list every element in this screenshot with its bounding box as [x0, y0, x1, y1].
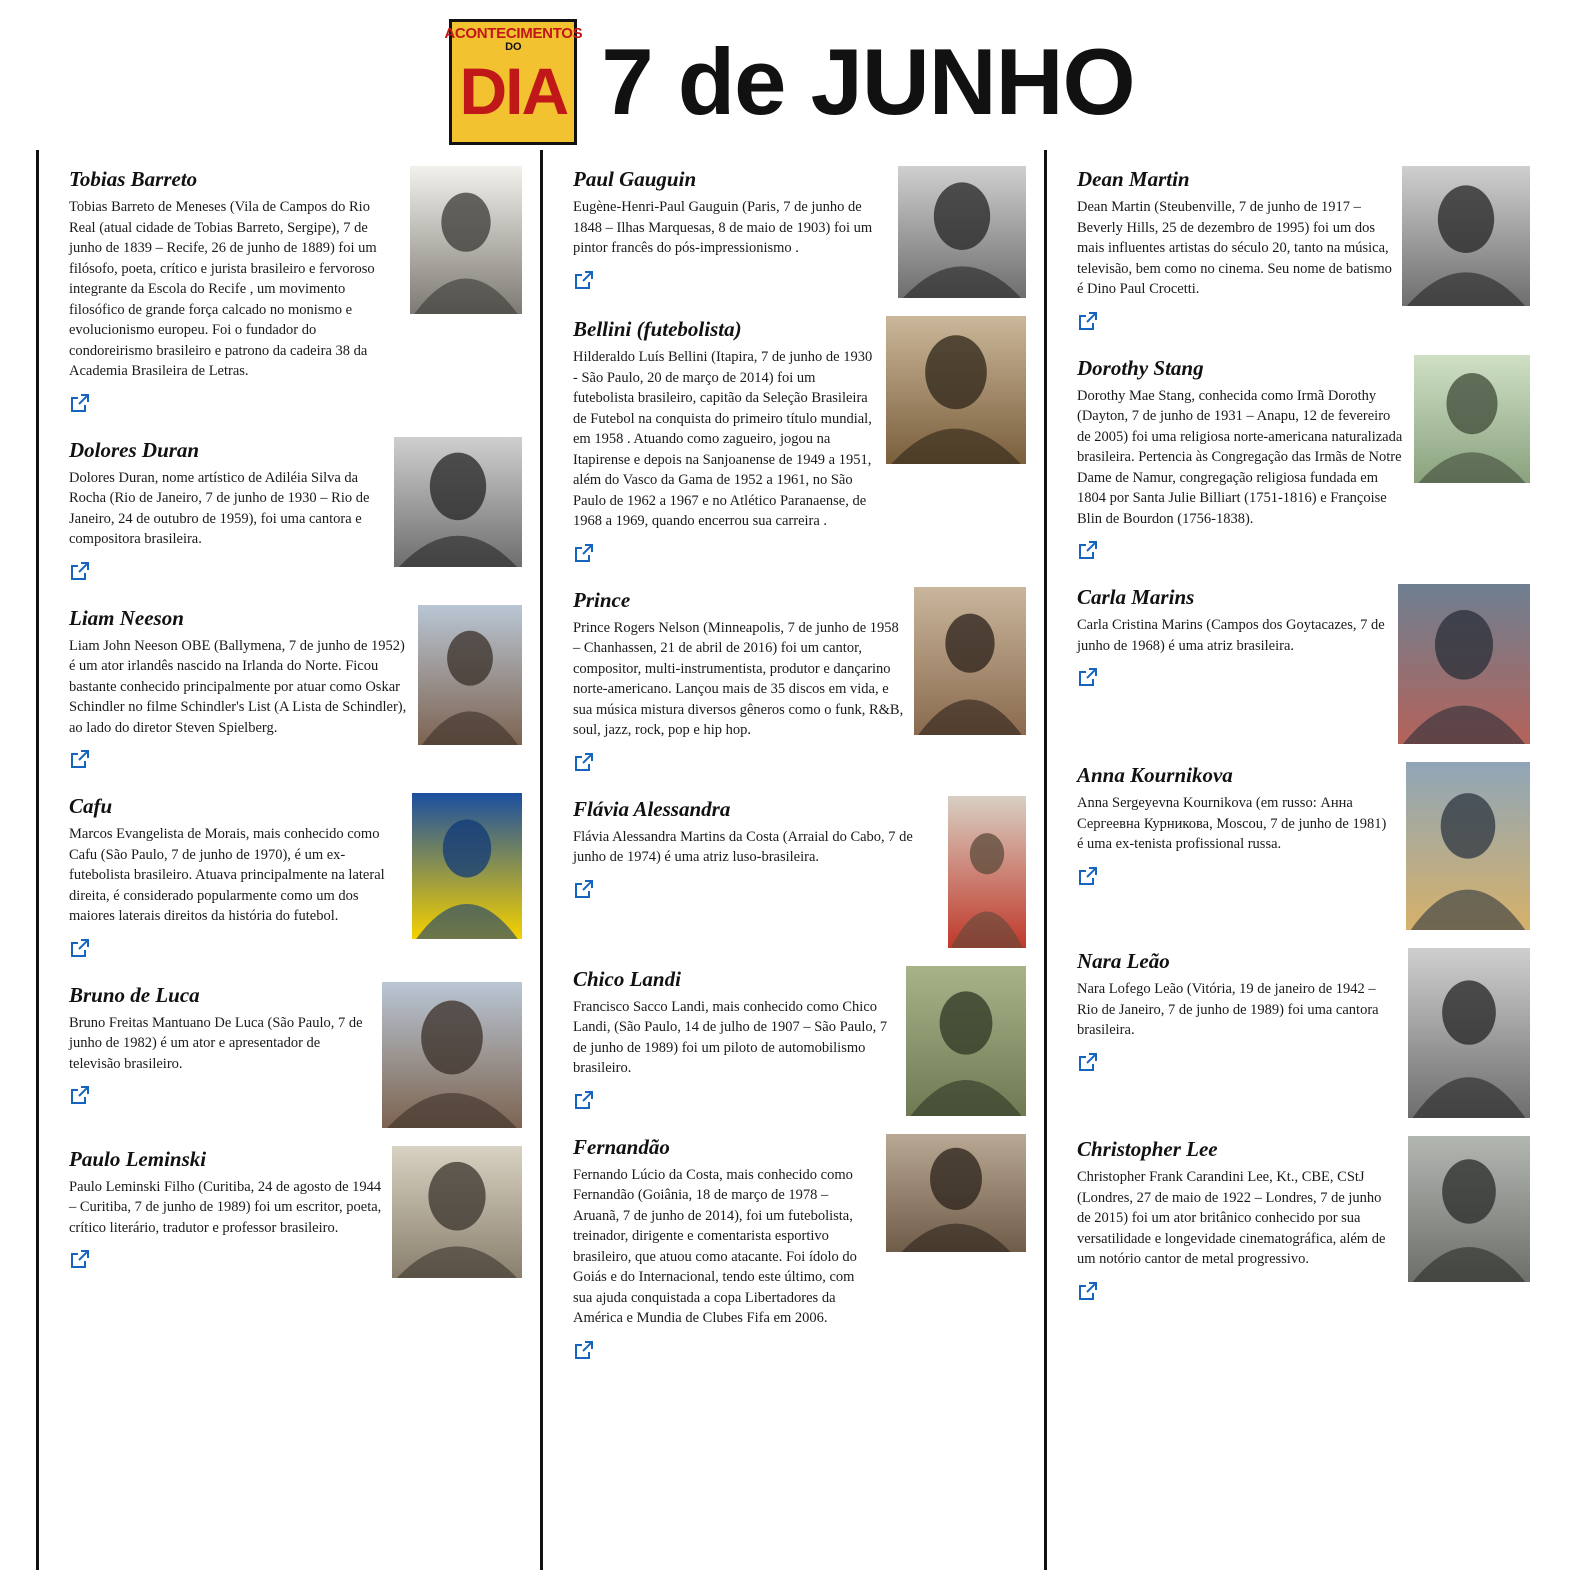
entry-text-block	[573, 1134, 886, 1366]
portrait-flavia-alessandra	[948, 796, 1026, 948]
portrait-fernandao	[886, 1134, 1026, 1252]
external-link-icon[interactable]	[1077, 1051, 1099, 1073]
entry-description: Francisco Sacco Landi, mais conhecido como Chico Landi, (São Paulo, 14 de julho de 1907 – São Paulo, 7 de junho de 1989) foi um piloto de automobilismo brasileiro.	[573, 998, 888, 1076]
entry-text-block	[573, 166, 898, 296]
content-column-3	[1044, 150, 1548, 1570]
entry-description: Paulo Leminski Filho (Curitiba, 24 de agosto de 1944 – Curitiba, 7 de junho de 1989) foi um escritor, poeta, crítico literário, tradutor e professor brasileiro.	[69, 1178, 382, 1236]
entry-card	[573, 587, 1026, 778]
entry-text-block	[69, 166, 410, 419]
entry-text-block	[573, 587, 914, 778]
portrait-chico-landi	[906, 966, 1026, 1116]
entry-description: Eugène-Henri-Paul Gauguin (Paris, 7 de junho de 1848 – Ilhas Marquesas, 8 de maio de 1903) foi um pintor francês do pós-impressionismo .	[573, 199, 873, 256]
entry-card	[69, 1146, 522, 1278]
external-link-icon[interactable]	[573, 1339, 595, 1361]
entry-card	[573, 316, 1026, 569]
external-link-icon[interactable]	[1077, 865, 1099, 887]
entry-description: Dolores Duran, nome artístico de Adiléia Silva da Rocha (Rio de Janeiro, 7 de junho de 1930 – Rio de Janeiro, 24 de outubro de 1959), foi uma cantora e compositora brasileira.	[69, 469, 370, 547]
portrait-bruno-de-luca	[382, 982, 522, 1128]
external-link-icon[interactable]	[1077, 666, 1099, 688]
content-column-1	[36, 150, 540, 1570]
external-link-icon[interactable]	[69, 1084, 91, 1106]
portrait-carla-marins	[1398, 584, 1530, 744]
content-column-2	[540, 150, 1044, 1570]
entry-name: Cafu	[69, 794, 113, 818]
entry-card	[69, 793, 522, 964]
entry-card	[1077, 762, 1530, 930]
external-link-icon[interactable]	[1077, 539, 1099, 561]
external-link-icon[interactable]	[573, 542, 595, 564]
external-link-icon[interactable]	[69, 392, 91, 414]
entry-card	[1077, 584, 1530, 744]
entry-description: Prince Rogers Nelson (Minneapolis, 7 de junho de 1958 – Chanhassen, 21 de abril de 2016) foi um cantor, compositor, multi-instrumentista, produtor e dançarino norte-americano. Lançou mais de 35 discos em vida, e sua música mistura diversos gêneros como o funk, R&B, soul, jazz, rock, pop e hip hop.	[573, 619, 904, 738]
entry-name: Prince	[573, 587, 631, 612]
entry-text-block	[1077, 166, 1402, 337]
entry-name: Flávia Alessandra	[573, 796, 731, 821]
entry-name: Bellini (futebolista)	[573, 317, 742, 341]
entry-text-block	[1077, 584, 1398, 693]
entry-name: Tobias Barreto	[69, 167, 198, 191]
entry-name: Chico Landi	[573, 966, 681, 991]
portrait-anna-kournikova	[1406, 762, 1530, 930]
entry-card	[69, 437, 522, 587]
external-link-icon[interactable]	[1077, 1280, 1099, 1302]
logo-main-text: DIA	[459, 54, 568, 128]
entry-description: Dean Martin (Steubenville, 7 de junho de 1917 – Beverly Hills, 25 de dezembro de 1995) foi um dos mais influentes artistas do século 20, tanto na música, televisão, bem como no cinema. Seu nome de batismo é Dino Paul Crocetti.	[1077, 199, 1392, 297]
entry-description: Nara Lofego Leão (Vitória, 19 de janeiro de 1942 – Rio de Janeiro, 7 de junho de 1989) foi uma cantora brasileira.	[1077, 981, 1379, 1038]
entry-card	[1077, 948, 1530, 1118]
entry-card	[69, 982, 522, 1128]
entry-card	[573, 966, 1026, 1116]
entry-text-block	[1077, 948, 1408, 1078]
portrait-christopher-lee	[1408, 1136, 1530, 1282]
portrait-tobias-barreto	[410, 166, 522, 314]
logo-top-text: ACONTECIMENTOS	[444, 25, 583, 42]
entry-description: Tobias Barreto de Meneses (Vila de Campos do Rio Real (atual cidade de Tobias Barreto, Sergipe), 7 de junho de 1839 – Recife, 26 de junho de 1889) foi um filósofo, poeta, crítico e jurista brasileiro e fervoroso integrante da Escola do Recife , um movimento filosófico de grande força calcado no monismo e evolucionismo europeu. Foi o fundador do condoreirismo brasileiro e patrono da cadeira 38 da Academia Brasileira de Letras.	[69, 199, 377, 379]
portrait-dolores-duran	[394, 437, 522, 567]
external-link-icon[interactable]	[69, 560, 91, 582]
entry-description: Dorothy Mae Stang, conhecida como Irmã Dorothy (Dayton, 7 de junho de 1931 – Anapu, 12 de fevereiro de 2005) foi uma religiosa norte-americana naturalizada brasileira. Pertencia às Congregação das Irmãs de Notre Dame de Namur, congregação religiosa fundada em 1804 por Santa Julie Billiart (1751-1816) e Françoise Blin de Bourdon (1756-1838).	[1077, 387, 1403, 527]
entry-card	[573, 1134, 1026, 1366]
entry-name: Nara Leão	[1077, 949, 1170, 973]
content-columns	[0, 150, 1584, 1570]
entry-name: Christopher Lee	[1077, 1137, 1218, 1161]
entry-text-block	[69, 605, 418, 776]
portrait-bellini	[886, 316, 1026, 464]
page-header	[0, 0, 1584, 150]
portrait-paulo-leminski	[392, 1146, 522, 1278]
entry-text-block	[69, 982, 382, 1112]
entry-name: Bruno de Luca	[69, 982, 200, 1007]
entry-description: Liam John Neeson OBE (Ballymena, 7 de junho de 1952) é um ator irlandês nascido na Irlanda do Norte. Ficou bastante conhecido principalmente por atuar como Oskar Schindler no filme Schindler's List (A Lista de Schindler), ao lado do diretor Steven Spielberg.	[69, 637, 407, 736]
portrait-paul-gauguin	[898, 166, 1026, 298]
entry-name: Dean Martin	[1077, 167, 1190, 191]
portrait-cafu	[412, 793, 522, 939]
entry-text-block	[573, 316, 886, 569]
entry-description: Flávia Alessandra Martins da Costa (Arraial do Cabo, 7 de junho de 1974) é uma atriz luso-brasileira.	[573, 828, 913, 865]
portrait-dorothy-stang	[1414, 355, 1530, 483]
entry-name: Liam Neeson	[69, 605, 184, 630]
entry-card	[1077, 355, 1530, 567]
entry-description: Fernando Lúcio da Costa, mais conhecido como Fernandão (Goiânia, 18 de março de 1978 – Aruanã, 7 de junho de 2014), foi um futebolista, treinador, dirigente e comentarista esportivo brasileiro, que atuou como atacante. Foi ídolo do Goiás e do Internacional, tendo este último, com sua ajuda conquistada a copa Libertadores da América e Mundia de Clubes Fifa em 2006.	[573, 1166, 857, 1326]
entry-name: Anna Kournikova	[1077, 763, 1233, 787]
external-link-icon[interactable]	[573, 1089, 595, 1111]
entry-text-block	[1077, 1136, 1408, 1307]
entry-description: Carla Cristina Marins (Campos dos Goytacazes, 7 de junho de 1968) é uma atriz brasileira.	[1077, 617, 1385, 654]
entry-card	[573, 796, 1026, 948]
portrait-dean-martin	[1402, 166, 1530, 306]
entry-description: Bruno Freitas Mantuano De Luca (São Paulo, 7 de junho de 1982) é um ator e apresentador de televisão brasileiro.	[69, 1014, 363, 1072]
entry-text-block	[573, 796, 948, 905]
external-link-icon[interactable]	[69, 937, 91, 959]
entry-card	[1077, 1136, 1530, 1307]
entry-text-block	[1077, 762, 1406, 892]
entry-description: Marcos Evangelista de Morais, mais conhecido como Cafu (São Paulo, 7 de junho de 1970), é um ex-futebolista brasileiro. Atuava principalmente na lateral direita, é considerado popularmente como um dos maiores laterais direitos da história do futebol.	[69, 826, 385, 924]
external-link-icon[interactable]	[573, 878, 595, 900]
logo-mid-text: DO	[505, 41, 522, 53]
entry-card	[69, 166, 522, 419]
entry-card	[573, 166, 1026, 298]
entry-text-block	[573, 966, 906, 1116]
entry-text-block	[69, 437, 394, 587]
entry-description: Anna Sergeyevna Kournikova (em russo: Анна Сергеевна Курникова, Moscou, 7 de junho de 1981) é uma ex-tenista profissional russa.	[1077, 795, 1387, 852]
entry-text-block	[1077, 355, 1414, 567]
entry-card	[69, 605, 522, 776]
external-link-icon[interactable]	[573, 751, 595, 773]
entry-name: Paul Gauguin	[573, 167, 697, 191]
entry-description: Christopher Frank Carandini Lee, Kt., CBE, CStJ (Londres, 27 de maio de 1922 – Londres, 7 de junho de 2015) foi um ator britânico conhecido por sua versatilidade e longevidade cinematográfica, além de um notório cantor de metal progressivo.	[1077, 1169, 1386, 1267]
entry-description: Hilderaldo Luís Bellini (Itapira, 7 de junho de 1930 - São Paulo, 20 de março de 2014) foi um futebolista brasileiro, capitão da Seleção Brasileira de Futebol na conquista do primeiro título mundial, em 1958 . Atuando como zagueiro, jogou na Itapirense e depois na Sanjoanense de 1949 a 1951, além do Vasco da Gama de 1952 a 1961, no São Paulo de 1962 a 1967 e no Atlético Paranaense, de 1968 a 1969, quando encerrou sua carreira .	[573, 349, 873, 529]
entry-name: Fernandão	[573, 1134, 670, 1159]
entry-text-block	[69, 793, 412, 964]
entry-name: Dorothy Stang	[1077, 355, 1204, 380]
page-title: 7 de JUNHO	[601, 29, 1135, 134]
entry-card	[1077, 166, 1530, 337]
site-logo	[444, 19, 583, 145]
portrait-liam-neeson	[418, 605, 522, 745]
external-link-icon[interactable]	[1077, 310, 1099, 332]
portrait-nara-leao	[1408, 948, 1530, 1118]
external-link-icon[interactable]	[69, 1248, 91, 1270]
portrait-prince	[914, 587, 1026, 735]
entry-name: Carla Marins	[1077, 585, 1195, 609]
entry-text-block	[69, 1146, 392, 1276]
entry-name: Dolores Duran	[69, 437, 200, 462]
entry-name: Paulo Leminski	[69, 1146, 207, 1171]
external-link-icon[interactable]	[69, 748, 91, 770]
external-link-icon[interactable]	[573, 269, 595, 291]
